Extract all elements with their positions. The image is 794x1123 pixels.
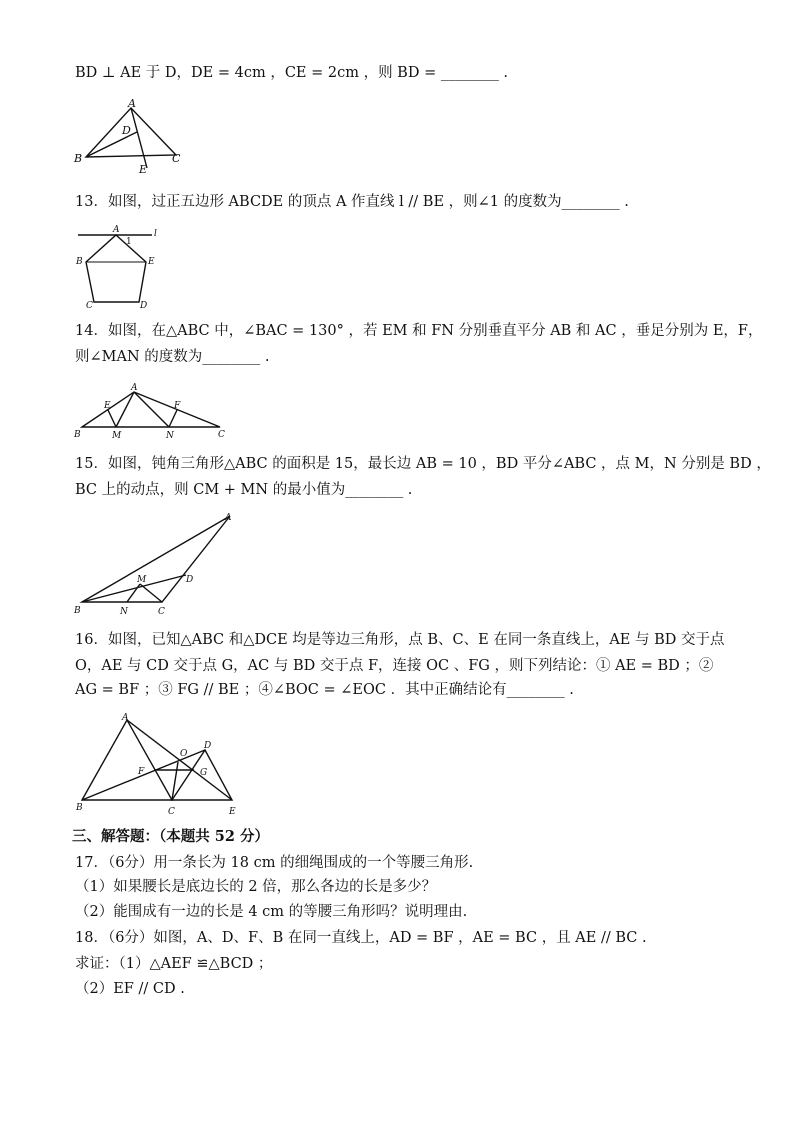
label-b: B — [74, 430, 81, 440]
label-a: A — [131, 383, 138, 393]
q16-line-1: 16．如图，已知△ABC 和△DCE 均是等边三角形，点 B、C、E 在同一条直线上，AE 与 BD 交于点 — [75, 632, 725, 648]
figure-q13 — [72, 222, 172, 310]
label-d: D — [186, 575, 194, 585]
q13-text: 13．如图，过正五边形 ABCDE 的顶点 A 作直线 l // BE ，则∠1 的度数为________ . — [75, 194, 629, 210]
label-d: D — [140, 301, 148, 310]
label-a: A — [122, 713, 129, 723]
q12-line-1: BD ⊥ AE 于 D，DE = 4cm ，CE = 2cm ，则 BD = ________ . — [75, 65, 509, 81]
label-g: G — [200, 768, 208, 778]
label-d: D — [204, 741, 212, 751]
label-e: E — [148, 257, 155, 267]
label-a: A — [113, 225, 120, 235]
label-a: A — [128, 97, 136, 110]
label-b: B — [74, 606, 81, 616]
segment-an — [134, 392, 169, 427]
label-c: C — [172, 152, 181, 165]
segment-mn — [127, 584, 140, 602]
figure-q12 — [72, 96, 192, 176]
label-e: E — [104, 401, 111, 411]
q14-line-1: 14．如图，在△ABC 中，∠BAC = 130° ，若 EM 和 FN 分别垂直平分 AB 和 AC ，垂足分别为 E，F， — [75, 323, 763, 339]
triangle-abc — [82, 720, 172, 800]
section-3-heading: 三、解答题：（本题共 52 分） — [72, 828, 270, 845]
triangle-abc — [82, 516, 230, 602]
label-n: N — [120, 607, 128, 617]
pentagon-abcde — [86, 235, 146, 302]
label-e: E — [139, 163, 148, 176]
segment-em — [108, 410, 116, 427]
q16-line-2: O，AE 与 CD 交于点 G，AC 与 BD 交于点 F，连接 OC 、FG ，则下列结论：① AE = BD ；② — [75, 658, 714, 674]
label-d: D — [122, 124, 131, 137]
label-c: C — [168, 807, 175, 817]
label-a: A — [225, 513, 232, 523]
label-c: C — [218, 430, 225, 440]
q17-line-1: 17．（6分）用一条长为 18 cm 的细绳围成的一个等腰三角形. — [75, 855, 474, 871]
q18-line-2: 求证：（1）△AEF ≌△BCD ； — [75, 956, 273, 972]
label-m: M — [112, 431, 122, 441]
label-b: B — [76, 803, 83, 813]
label-c: C — [158, 607, 165, 617]
q18-line-1: 18．（6分）如图，A、D、F、B 在同一直线上，AD = BF ，AE = BC ，且 AE // BC . — [75, 930, 647, 946]
figure-q14 — [72, 380, 232, 442]
q18-line-3: （2）EF // CD . — [75, 981, 185, 997]
figure-q16 — [72, 712, 252, 820]
q16-line-3: AG = BF ；③ FG // BE ；④∠BOC = ∠EOC ．其中正确结论有________ . — [75, 682, 574, 698]
label-l: l — [154, 229, 157, 239]
label-o: O — [180, 749, 188, 759]
q15-line-1: 15．如图，钝角三角形△ABC 的面积是 15，最长边 AB = 10 ，BD 平分∠ABC ，点 M，N 分别是 BD ， — [75, 456, 771, 472]
segment-bd — [82, 575, 186, 602]
label-b: B — [74, 152, 83, 165]
label-c: C — [86, 301, 93, 310]
label-f: F — [138, 767, 145, 777]
label-n: N — [166, 431, 174, 441]
figure-q15 — [72, 508, 242, 618]
q17-line-3: （2）能围成有一边的长是 4 cm 的等腰三角形吗？说明理由. — [75, 904, 468, 920]
segment-cm — [140, 584, 162, 602]
label-e: E — [229, 807, 236, 817]
label-f: F — [174, 401, 181, 411]
label-b: B — [76, 257, 83, 267]
q14-line-2: 则∠MAN 的度数为________ . — [75, 349, 270, 365]
q17-line-2: （1）如果腰长是底边长的 2 倍，那么各边的长是多少？ — [75, 879, 437, 895]
label-angle-1: 1 — [126, 237, 132, 247]
segment-fn — [169, 410, 177, 427]
q15-line-2: BC 上的动点，则 CM + MN 的最小值为________ . — [75, 482, 413, 498]
label-m: M — [137, 575, 147, 585]
